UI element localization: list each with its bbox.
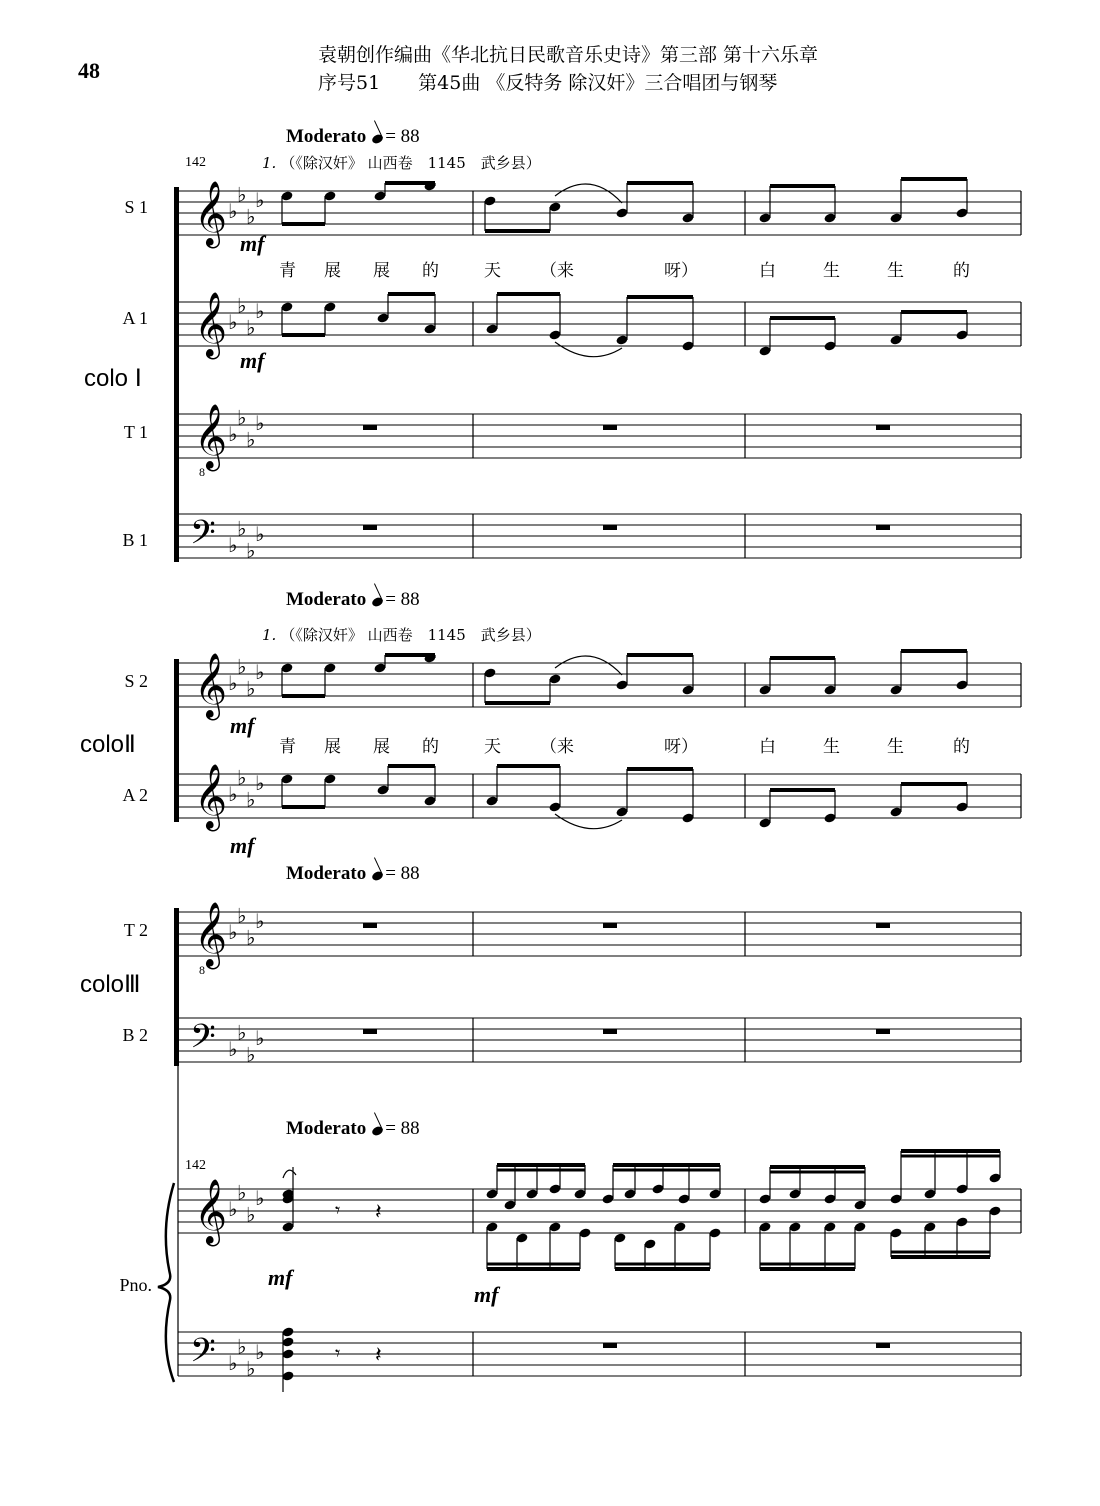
whole-rest [363,525,377,530]
flat-icon: ♭ [237,516,247,541]
flat-icon: ♭ [237,1020,247,1045]
ending-mark: 1. [262,626,277,644]
flat-icon: ♭ [228,533,238,557]
whole-rest [876,923,890,928]
score-title-line-1: 袁朝创作编曲《华北抗日民歌音乐史诗》第三部 第十六乐章 [318,44,819,66]
lyric-syllable: 生 [887,261,904,281]
dynamic-a1: mf [240,348,265,373]
part-label-t2: T 2 [123,920,148,940]
lyric-syllable: 展 [324,261,341,281]
whole-rest [363,425,377,430]
whole-rest [603,1029,617,1034]
flat-icon: ♭ [246,1202,256,1227]
lyric-syllable: 呀） [664,261,698,281]
lyric-syllable: 青 [279,737,296,757]
lyric-syllable: 的 [422,737,439,757]
lyric-syllable: 天 [484,737,501,757]
whole-rest [876,1343,890,1348]
treble-clef-icon: 𝄞 [194,902,228,967]
lyric-syllable: 展 [373,261,390,281]
flat-icon: ♭ [228,920,238,944]
lyric-syllable: 天 [484,261,501,281]
flat-icon: ♭ [255,771,265,795]
whole-rest [363,1029,377,1034]
flat-icon: ♭ [228,199,238,223]
lyric-syllable: 白 [759,737,776,757]
whole-rest [603,923,617,928]
lyric-syllable: 呀） [664,737,698,757]
dynamic-s1: mf [240,231,265,256]
quarter-rest-icon: 𝄽 [375,1343,382,1368]
dynamic-piano-m1: mf [268,1265,293,1290]
flat-icon: ♭ [246,315,256,340]
flat-icon: ♭ [237,903,247,928]
flat-icon: ♭ [228,782,238,806]
flat-icon: ♭ [255,1026,265,1050]
whole-rest [876,425,890,430]
tempo-term: Moderato [286,126,367,147]
flat-icon: ♭ [228,422,238,446]
flat-icon: ♭ [246,1356,256,1381]
page-number: 48 [78,58,100,83]
part-label-s2: S 2 [124,671,148,691]
lyric-syllable: 展 [324,737,341,757]
whole-rest [363,923,377,928]
flat-icon: ♭ [228,671,238,695]
part-label-t1: T 1 [123,422,148,442]
flat-icon: ♭ [237,1180,247,1205]
lyric-syllable: 生 [823,261,840,281]
treble-clef-icon: 𝄞 [194,181,228,246]
whole-rest [603,425,617,430]
slur [555,814,622,829]
flat-icon: ♭ [255,188,265,212]
lyric-syllable: 青 [279,261,296,281]
whole-rest [603,1343,617,1348]
flat-icon: ♭ [237,182,247,207]
source-note-text: （《除汉奸》 山西卷 1145 武乡县） [280,154,541,172]
flat-icon: ♭ [255,522,265,546]
eighth-rest-icon: 𝄾 [335,1341,341,1365]
flat-icon: ♭ [246,925,256,950]
lyric-syllable: 白 [759,261,776,281]
treble-clef-icon: 𝄞 [194,292,228,357]
score-title-line-2: 序号51 第45曲 《反特务 除汉奸》三合唱团与钢琴 [318,72,778,94]
part-label-piano: Pno. [119,1275,152,1295]
flat-icon: ♭ [255,411,265,435]
flat-icon: ♭ [255,1340,265,1364]
bass-clef-icon: 𝄢 [190,1332,216,1378]
dynamic-piano-m2: mf [474,1282,499,1307]
lyric-syllable: （来 [540,737,574,757]
lyric-syllable: 的 [953,737,970,757]
lyric-syllable: 生 [823,737,840,757]
flat-icon: ♭ [255,1186,265,1210]
eighth-rest-icon: 𝄾 [335,1198,341,1222]
ending-mark: 1. [262,154,277,172]
flat-icon: ♭ [228,1351,238,1375]
part-label-a2: A 2 [122,785,148,805]
tempo-term: Moderato [286,1118,367,1139]
slur [555,184,622,203]
flat-icon: ♭ [237,1334,247,1359]
tie [283,1170,296,1178]
tempo-bpm: = 88 [385,1118,420,1139]
tempo-term: Moderato [286,589,367,610]
group-label-colo-2: coloⅡ [80,731,136,758]
whole-rest [876,525,890,530]
dynamic-a2: mf [230,833,255,858]
flat-icon: ♭ [255,909,265,933]
tempo-term: Moderato [286,863,367,884]
piano-brace [158,1183,174,1382]
part-label-b2: B 2 [122,1025,148,1045]
part-label-a1: A 1 [122,308,148,328]
tempo-bpm: = 88 [385,589,420,610]
flat-icon: ♭ [237,405,247,430]
flat-icon: ♭ [246,204,256,229]
flat-icon: ♭ [255,299,265,323]
whole-rest [876,1029,890,1034]
lyric-syllable: 的 [422,261,439,281]
group-label-colo-1: colo Ⅰ [84,365,142,392]
flat-icon: ♭ [237,293,247,318]
treble-clef-icon: 𝄞 [194,653,228,718]
flat-icon: ♭ [237,654,247,679]
tempo-bpm: = 88 [385,863,420,884]
octave-mark: 8 [199,465,205,479]
treble-clef-icon: 𝄞 [194,1179,228,1244]
flat-icon: ♭ [228,1197,238,1221]
dynamic-s2: mf [230,713,255,738]
flat-icon: ♭ [246,787,256,812]
flat-icon: ♭ [246,1042,256,1067]
part-label-s1: S 1 [124,197,148,217]
lyric-syllable: 生 [887,737,904,757]
bass-clef-icon: 𝄢 [190,514,216,560]
flat-icon: ♭ [228,310,238,334]
tempo-bpm: = 88 [385,126,420,147]
flat-icon: ♭ [246,538,256,563]
whole-rest [603,525,617,530]
octave-mark: 8 [199,963,205,977]
measure-number-piano: 142 [185,1158,206,1173]
treble-clef-icon: 𝄞 [194,764,228,829]
quarter-rest-icon: 𝄽 [375,1200,382,1225]
part-label-b1: B 1 [122,530,148,550]
lyric-syllable: 的 [953,261,970,281]
lyric-syllable: 展 [373,737,390,757]
treble-clef-icon: 𝄞 [194,404,228,469]
slur [555,342,622,357]
flat-icon: ♭ [246,427,256,452]
flat-icon: ♭ [228,1037,238,1061]
lyric-syllable: （来 [540,261,574,281]
source-note-text: （《除汉奸》 山西卷 1145 武乡县） [280,626,541,644]
measure-number-choir: 142 [185,155,206,170]
flat-icon: ♭ [237,765,247,790]
flat-icon: ♭ [246,676,256,701]
flat-icon: ♭ [255,660,265,684]
group-label-colo-3: coloⅢ [80,971,141,998]
bass-clef-icon: 𝄢 [190,1018,216,1064]
slur [555,656,622,675]
